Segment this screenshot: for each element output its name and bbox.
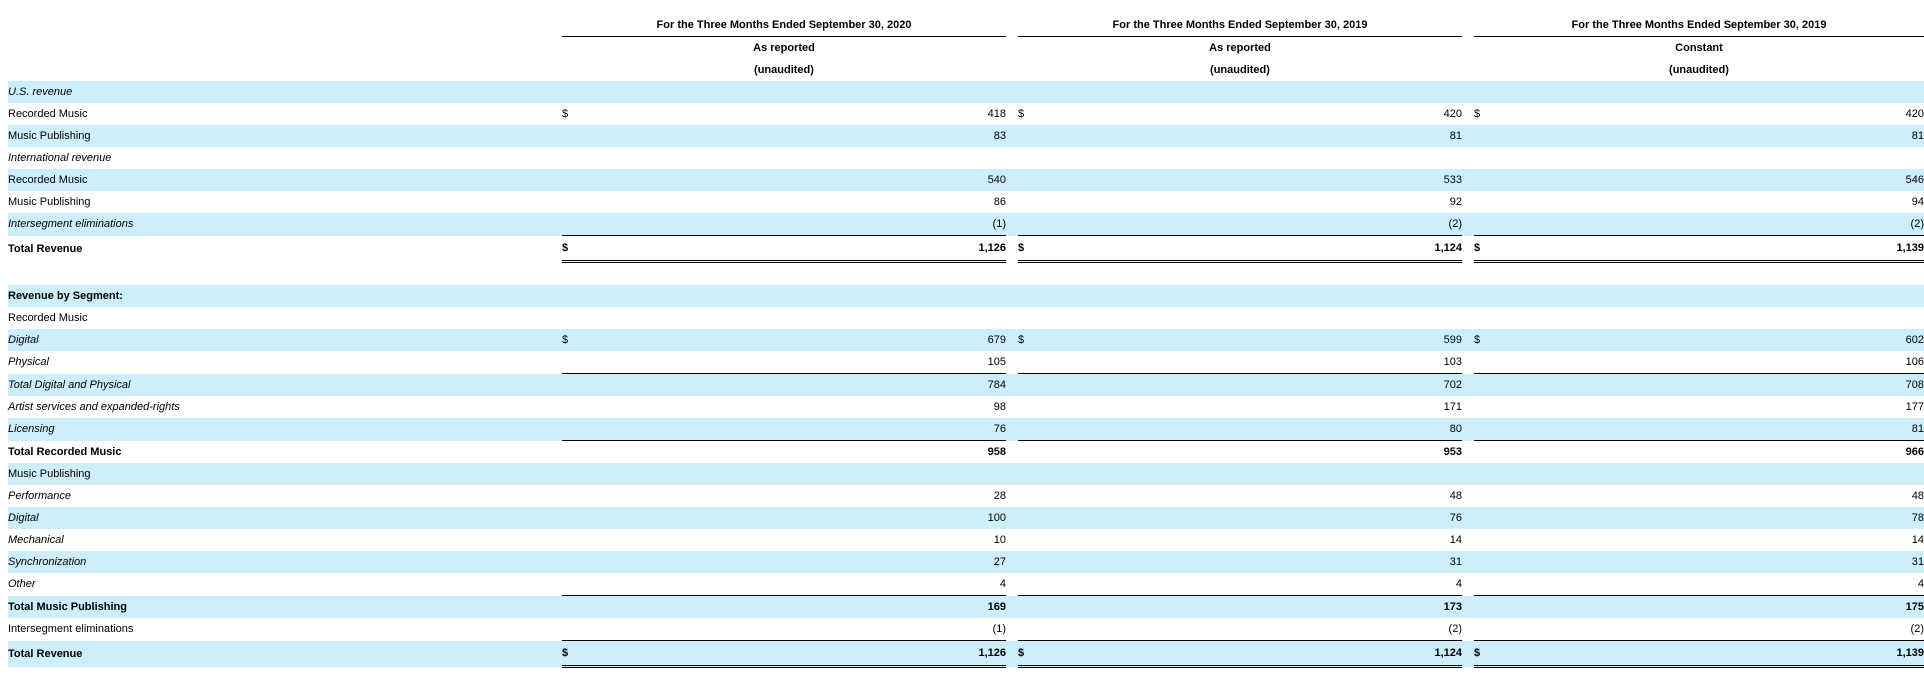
value-cell: 76 <box>580 418 1006 441</box>
value-cell: (2) <box>1910 623 1924 635</box>
value-cell: 78 <box>1492 507 1924 529</box>
table-row <box>8 329 1924 351</box>
value-cell: 103 <box>1443 356 1462 368</box>
table-row <box>8 213 1924 236</box>
value-cell: 1,126 <box>580 641 1006 667</box>
row-label: Music Publishing <box>8 196 91 208</box>
value-cell: (2) <box>1036 213 1462 236</box>
currency-symbol: $ <box>1474 641 1492 667</box>
table-row <box>8 463 1924 485</box>
value-cell: (2) <box>1448 623 1462 635</box>
currency-symbol: $ <box>1474 236 1492 262</box>
currency-symbol: $ <box>562 641 580 667</box>
total-row <box>8 236 1924 262</box>
row-label: Revenue by Segment: <box>8 285 562 307</box>
value-cell: 4 <box>1917 578 1924 590</box>
currency-symbol: $ <box>1018 108 1025 120</box>
table-row <box>8 396 1924 418</box>
value-cell: 28 <box>993 490 1006 502</box>
value-cell: 14 <box>1449 534 1462 546</box>
col1-note-header: (unaudited) <box>754 64 814 76</box>
value-cell: 784 <box>580 374 1006 397</box>
row-label: Mechanical <box>8 534 64 546</box>
row-label: U.S. revenue <box>8 81 562 103</box>
value-cell: 48 <box>1449 490 1462 502</box>
value-cell: 98 <box>993 401 1006 413</box>
row-label: Licensing <box>8 418 562 441</box>
value-cell: 76 <box>1036 507 1462 529</box>
row-label: Intersegment eliminations <box>8 213 562 236</box>
value-cell: 173 <box>1036 596 1462 619</box>
row-label: Total Revenue <box>8 242 83 255</box>
value-cell: 175 <box>1492 596 1924 619</box>
value-cell: 966 <box>1492 441 1924 464</box>
row-label: Recorded Music <box>8 169 562 191</box>
header-period-row <box>8 14 1924 37</box>
row-label: Recorded Music <box>8 108 88 120</box>
row-label: Total Recorded Music <box>8 445 122 458</box>
row-label: Physical <box>8 356 49 369</box>
table-row <box>8 573 1924 596</box>
row-label: Digital <box>8 329 562 351</box>
spacer-row <box>8 262 1924 286</box>
table-row <box>8 125 1924 147</box>
value-cell: 80 <box>1036 418 1462 441</box>
col1-period-header: For the Three Months Ended September 30, 2020 <box>562 14 1006 37</box>
subtotal-row <box>8 596 1924 619</box>
col1-basis-header: As reported <box>753 42 815 54</box>
value-cell: 31 <box>1492 551 1924 573</box>
value-cell: 599 <box>1036 329 1462 351</box>
row-label: Total Digital and Physical <box>8 374 562 397</box>
value-cell: 106 <box>1905 356 1924 368</box>
table-row <box>8 147 1924 169</box>
currency-symbol: $ <box>562 236 580 262</box>
value-cell: 94 <box>1911 196 1924 208</box>
currency-symbol: $ <box>1474 108 1481 120</box>
currency-symbol: $ <box>1018 641 1036 667</box>
value-cell: 86 <box>993 196 1006 208</box>
value-cell: 418 <box>987 108 1006 120</box>
table-row <box>8 169 1924 191</box>
table-row <box>8 529 1924 551</box>
value-cell: 420 <box>1905 108 1924 120</box>
currency-symbol: $ <box>562 329 580 351</box>
value-cell: (1) <box>580 213 1006 236</box>
value-cell: 81 <box>1492 125 1924 147</box>
value-cell: 31 <box>1036 551 1462 573</box>
table-row <box>8 103 1924 125</box>
value-cell: 105 <box>987 356 1006 368</box>
row-label: Performance <box>8 490 71 502</box>
value-cell: 48 <box>1911 490 1924 502</box>
value-cell: 83 <box>580 125 1006 147</box>
value-cell: 100 <box>580 507 1006 529</box>
value-cell: 958 <box>580 441 1006 464</box>
table-row <box>8 307 1924 329</box>
value-cell: 540 <box>580 169 1006 191</box>
value-cell: 953 <box>1036 441 1462 464</box>
value-cell: 1,139 <box>1492 236 1924 262</box>
table-row <box>8 551 1924 573</box>
value-cell: 546 <box>1492 169 1924 191</box>
row-label: Other <box>8 578 36 591</box>
col3-period-header: For the Three Months Ended September 30, 2019 <box>1474 14 1924 37</box>
col3-note-header: (unaudited) <box>1669 64 1729 76</box>
table-row <box>8 485 1924 507</box>
row-label: Artist services and expanded-rights <box>8 401 180 413</box>
value-cell: 169 <box>580 596 1006 619</box>
header-basis-row <box>8 37 1924 60</box>
subtotal-row <box>8 374 1924 397</box>
value-cell: 533 <box>1036 169 1462 191</box>
row-label: Digital <box>8 507 562 529</box>
table-row <box>8 351 1924 374</box>
value-cell: 1,124 <box>1036 236 1462 262</box>
value-cell: (2) <box>1492 213 1924 236</box>
row-label: Synchronization <box>8 551 562 573</box>
col2-basis-header: As reported <box>1209 42 1271 54</box>
currency-symbol: $ <box>562 108 569 120</box>
table-row <box>8 507 1924 529</box>
value-cell: 1,126 <box>580 236 1006 262</box>
col3-basis-header: Constant <box>1675 42 1723 54</box>
row-label: Total Revenue <box>8 641 562 667</box>
row-label: International revenue <box>8 152 112 164</box>
table-row <box>8 618 1924 641</box>
currency-symbol: $ <box>1474 329 1492 351</box>
value-cell: 1,124 <box>1036 641 1462 667</box>
value-cell: 177 <box>1905 401 1924 413</box>
row-label: Intersegment eliminations <box>8 623 134 636</box>
col2-note-header: (unaudited) <box>1210 64 1270 76</box>
value-cell: 92 <box>1449 196 1462 208</box>
header-note-row <box>8 59 1924 81</box>
value-cell: 1,139 <box>1492 641 1924 667</box>
value-cell: 708 <box>1492 374 1924 397</box>
row-label: Music Publishing <box>8 125 562 147</box>
col2-period-header: For the Three Months Ended September 30, 2019 <box>1018 14 1462 37</box>
value-cell: 171 <box>1443 401 1462 413</box>
subtotal-row <box>8 441 1924 464</box>
value-cell: 10 <box>993 534 1006 546</box>
table-row <box>8 418 1924 441</box>
value-cell: 81 <box>1492 418 1924 441</box>
value-cell: 702 <box>1036 374 1462 397</box>
table-row <box>8 191 1924 213</box>
value-cell: 14 <box>1911 534 1924 546</box>
revenue-table <box>8 14 1924 668</box>
value-cell: 679 <box>580 329 1006 351</box>
row-label: Recorded Music <box>8 312 88 324</box>
row-label: Total Music Publishing <box>8 596 562 619</box>
value-cell: 420 <box>1443 108 1462 120</box>
value-cell: 81 <box>1036 125 1462 147</box>
row-label: Music Publishing <box>8 463 562 485</box>
currency-symbol: $ <box>1018 329 1036 351</box>
table-row <box>8 81 1924 103</box>
currency-symbol: $ <box>1018 236 1036 262</box>
value-cell: (1) <box>992 623 1006 635</box>
value-cell: 4 <box>1455 578 1462 590</box>
value-cell: 602 <box>1492 329 1924 351</box>
value-cell: 27 <box>580 551 1006 573</box>
section-heading-row <box>8 285 1924 307</box>
value-cell: 4 <box>999 578 1006 590</box>
total-row <box>8 641 1924 667</box>
